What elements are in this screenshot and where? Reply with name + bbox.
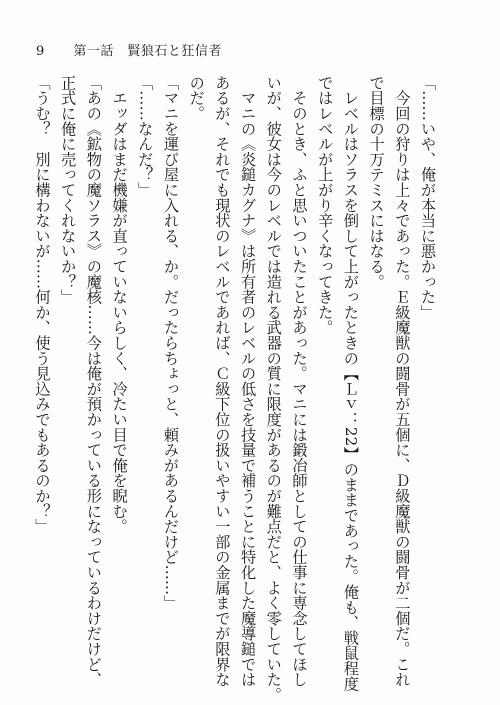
text-line: のだ。 (187, 75, 206, 121)
text-line: 「うむ？ 別に構わないが……何か、使う見込みでもあるのか？」 (33, 75, 52, 534)
text-line: 「あの《鉱物の魔ソラス》の魔核……今は俺が預かっている形になっているわけだけど、 (84, 75, 103, 687)
text-line: 「……なんだ？」 (136, 75, 155, 198)
text-line: 正式に俺に売ってくれないか？」 (59, 75, 78, 305)
text-line: エッダはまだ機嫌が直っていないらしく、冷たい目で俺を睨む。 (110, 75, 129, 534)
running-header (36, 40, 222, 60)
chapter-title: 第一話 賢狼石と狂信者 (73, 44, 222, 59)
text-line: 今回の狩りは上々であった。Ｅ級魔獣の闘骨が五個に、Ｄ級魔獣の闘骨が二個だ。これ (393, 75, 412, 687)
text-line: レベルはソラスを倒して上がったときの【Ｌｖ：22】のままであった。俺も、戦鼠程度 (341, 75, 360, 692)
text-line: 「……いや、俺が本当に悪かった」 (419, 75, 437, 320)
text-line: ではレベルが上がり辛くなってきた。 (316, 75, 335, 336)
text-line: いが、彼女は今のレベルでは造れる武器の質に限度があるのが難点だと、よく零していた。 (264, 75, 283, 703)
body-text (29, 75, 440, 703)
page-number: 9 (36, 44, 45, 59)
text-line: あるが、それでも現状のレベルであれば、Ｃ級下位の扱いやすい一部の金属までが限界な (213, 75, 232, 687)
text-line: マニの《炎鎚カグナ》は所有者のレベルの低さを技量で補うことに特化した魔導鎚では (239, 75, 258, 687)
text-line: 「マニを運び屋に入れる、か。だったらちょっと、頼みがあるんだけど……」 (161, 75, 180, 611)
text-line: そのとき、ふと思いついたことがあった。マニには鍛冶師としての仕事に専念してほし (290, 75, 309, 687)
text-line: で目標の十万テミスにはなる。 (367, 75, 386, 290)
